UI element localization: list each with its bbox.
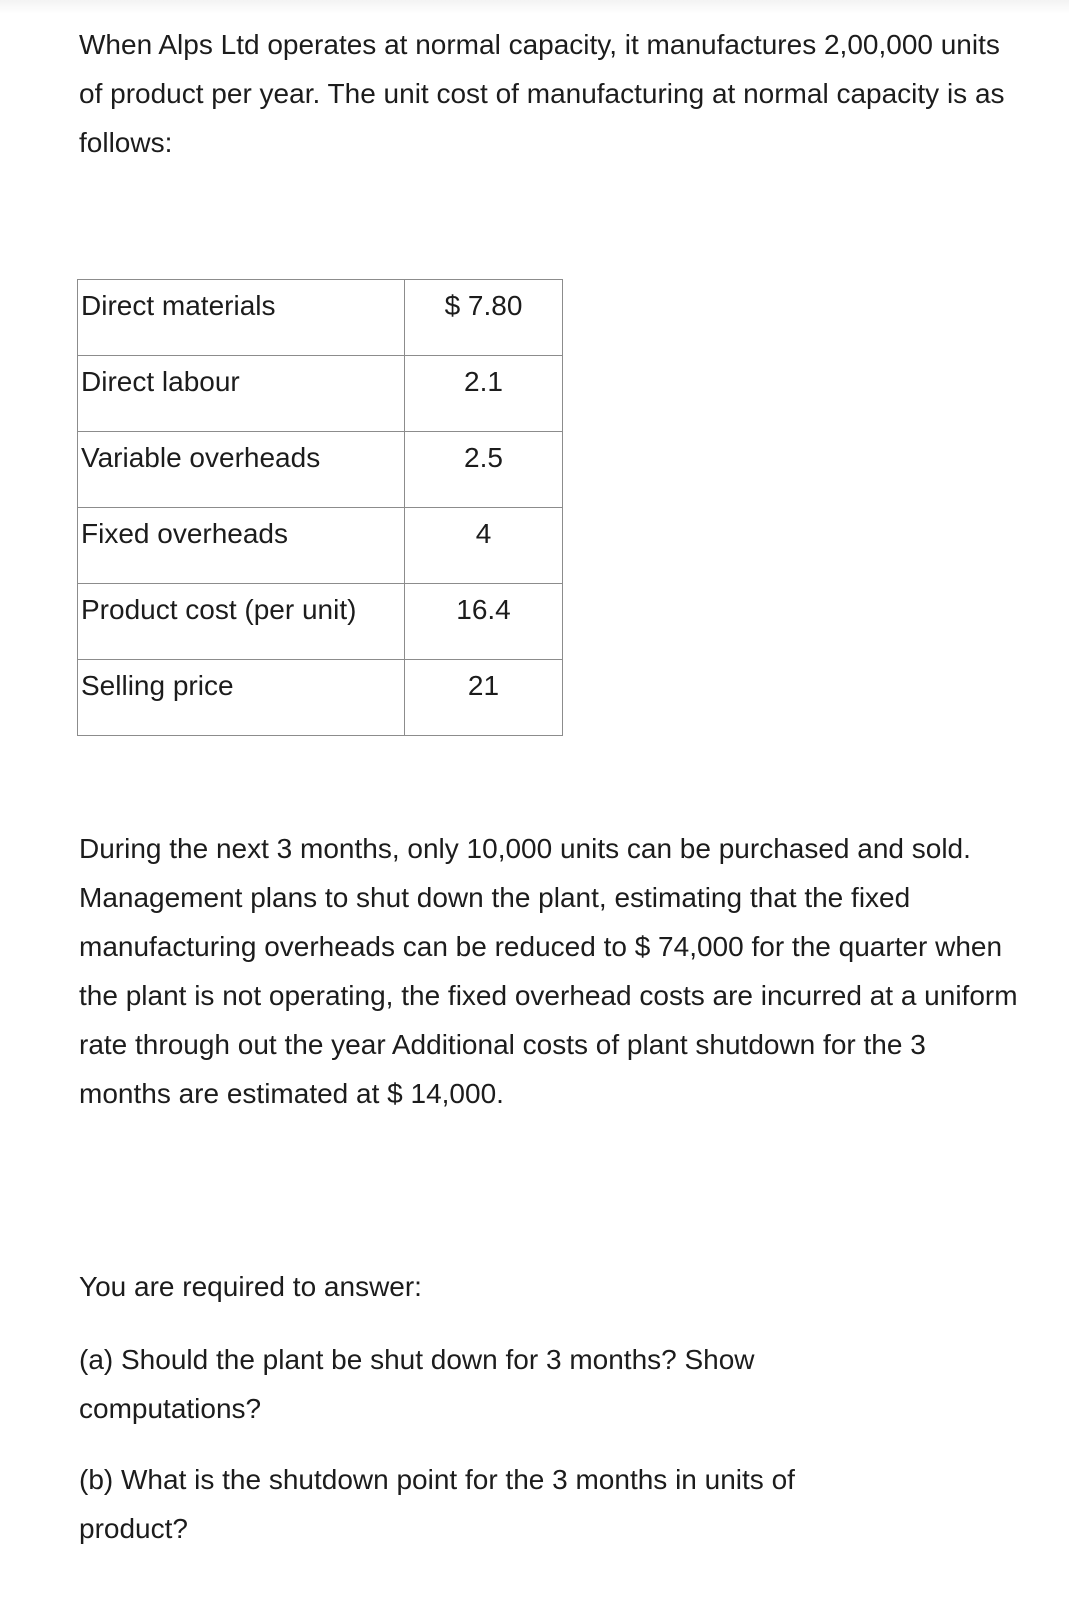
cost-label: Selling price	[78, 660, 405, 736]
cost-label: Product cost (per unit)	[78, 584, 405, 660]
question-b: (b) What is the shutdown point for the 3 months in units of product?	[79, 1464, 795, 1544]
cost-label: Fixed overheads	[78, 508, 405, 584]
cost-value: 4	[405, 508, 563, 584]
cost-value: 2.5	[405, 432, 563, 508]
cost-label: Variable overheads	[78, 432, 405, 508]
table-row	[78, 280, 563, 356]
top-shadow	[0, 0, 1069, 14]
cost-value: 2.1	[405, 356, 563, 432]
table-row	[78, 432, 563, 508]
unit-cost-table	[77, 279, 563, 736]
cost-label: Direct materials	[78, 280, 405, 356]
question-a: (a) Should the plant be shut down for 3 months? Show computations?	[79, 1344, 755, 1424]
intro-paragraph: When Alps Ltd operates at normal capacity, it manufactures 2,00,000 units of product per year. The unit cost of manufacturing at normal capacity is as follows:	[79, 29, 1005, 158]
table-row	[78, 660, 563, 736]
cost-value: 21	[405, 660, 563, 736]
table-row	[78, 508, 563, 584]
required-heading: You are required to answer:	[79, 1271, 422, 1302]
scenario-paragraph: During the next 3 months, only 10,000 units can be purchased and sold. Management plans to shut down the plant, estimating that the fixed manufacturing overheads can be reduced to $ 74,000 for the quarter when the plant is not operating, the fixed overhead costs are incurred at a uniform rate through out the year Additional costs of plant shutdown for the 3 months are estimated at $ 14,000.	[79, 833, 1018, 1109]
cost-label: Direct labour	[78, 356, 405, 432]
table-row	[78, 584, 563, 660]
table-row	[78, 356, 563, 432]
cost-value: 16.4	[405, 584, 563, 660]
cost-value: $ 7.80	[405, 280, 563, 356]
